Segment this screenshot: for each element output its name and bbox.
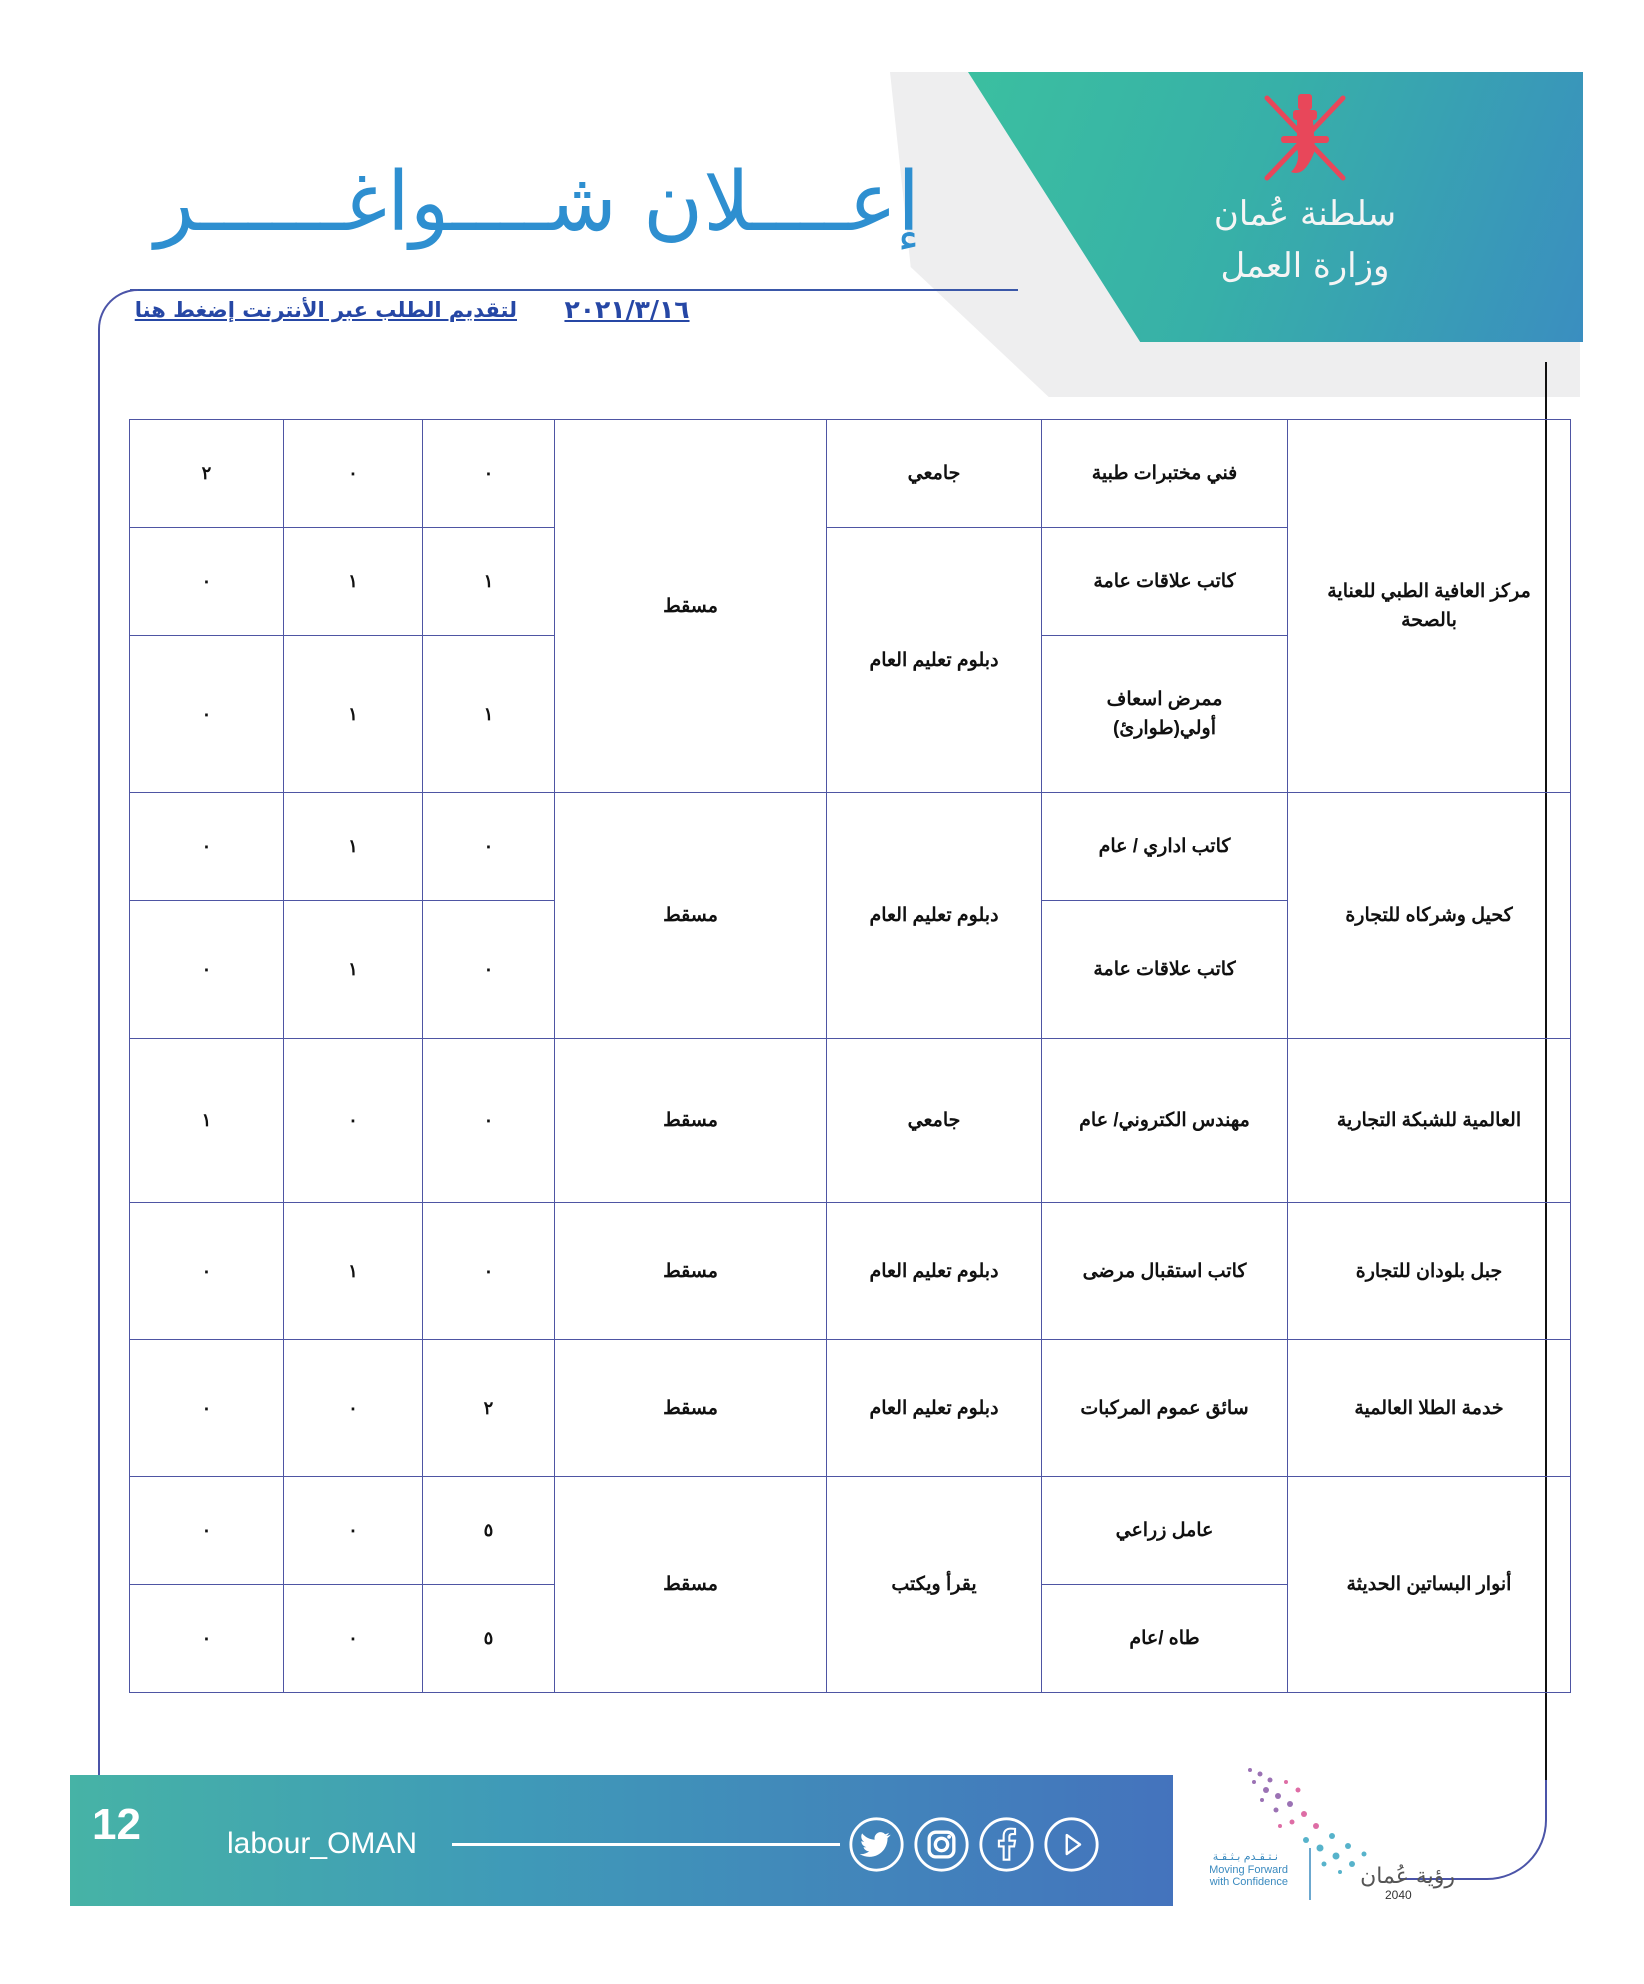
ministry-name-line2: وزارة العمل (1220, 246, 1390, 286)
count-cell: ٠ (423, 1039, 555, 1203)
table-row (130, 793, 1571, 901)
page-title: إعــــلان شــــواغــــــر (154, 155, 920, 250)
facebook-icon[interactable] (978, 1816, 1035, 1873)
table-row (130, 420, 1571, 528)
count-cell: ٥ (423, 1585, 555, 1693)
instagram-icon[interactable] (913, 1816, 970, 1873)
count-cell: ٠ (130, 1203, 284, 1340)
table-row (130, 1340, 1571, 1477)
company-cell: جبل بلودان للتجارة (1288, 1203, 1571, 1340)
count-cell: ٠ (284, 420, 423, 528)
vacancy-table (129, 419, 1571, 1693)
count-cell: ٠ (284, 1039, 423, 1203)
table-row (130, 1039, 1571, 1203)
footer-divider (452, 1843, 840, 1846)
count-cell: ١ (423, 636, 555, 793)
company-cell: مركز العافية الطبي للعناية بالصحة (1288, 420, 1571, 793)
location-cell: مسقط (555, 1039, 827, 1203)
company-cell: العالمية للشبكة التجارية (1288, 1039, 1571, 1203)
count-cell: ٥ (423, 1477, 555, 1585)
location-cell: مسقط (555, 420, 827, 793)
count-cell: ١ (284, 528, 423, 636)
job-title-cell: مهندس الكتروني/ عام (1042, 1039, 1288, 1203)
ministry-name-line1: سلطنة عُمان (1213, 194, 1397, 234)
count-cell: ٠ (423, 793, 555, 901)
table-row (130, 1203, 1571, 1340)
qualification-cell: جامعي (827, 420, 1042, 528)
count-cell: ٠ (284, 1340, 423, 1477)
count-cell: ٠ (423, 420, 555, 528)
count-cell: ٢ (423, 1340, 555, 1477)
job-title-cell: كاتب استقبال مرضى (1042, 1203, 1288, 1340)
page-number: 12 (92, 1800, 141, 1849)
qualification-cell: يقرأ ويكتب (827, 1477, 1042, 1693)
count-cell: ٠ (130, 636, 284, 793)
job-title-cell: طاه /عام (1042, 1585, 1288, 1693)
count-cell: ٠ (423, 1203, 555, 1340)
count-cell: ٠ (423, 901, 555, 1039)
count-cell: ٠ (130, 1340, 284, 1477)
vision-brand-name: رؤية عُمان (1360, 1864, 1455, 1889)
count-cell: ١ (284, 636, 423, 793)
job-title-cell: كاتب علاقات عامة (1042, 528, 1288, 636)
job-title-cell: ممرض اسعاف أولي(طوارئ) (1042, 636, 1288, 793)
count-cell: ١ (130, 1039, 284, 1203)
qualification-cell: دبلوم تعليم العام (827, 1340, 1042, 1477)
header-divider (130, 289, 1018, 291)
location-cell: مسقط (555, 793, 827, 1039)
location-cell: مسقط (555, 1203, 827, 1340)
count-cell: ١ (284, 793, 423, 901)
count-cell: ٠ (130, 1585, 284, 1693)
company-cell: أنوار البساتين الحديثة (1288, 1477, 1571, 1693)
vision-tagline-arabic: نـتـقـدم بـثـقـة (1212, 1850, 1278, 1863)
job-title-cell: سائق عموم المركبات (1042, 1340, 1288, 1477)
job-title-cell: كاتب علاقات عامة (1042, 901, 1288, 1039)
ministry-logo (1180, 88, 1430, 318)
social-handle[interactable]: labour_OMAN (227, 1827, 418, 1860)
youtube-icon[interactable] (1043, 1816, 1100, 1873)
location-cell: مسقط (555, 1340, 827, 1477)
table-row (130, 1477, 1571, 1585)
company-cell: خدمة الطلا العالمية (1288, 1340, 1571, 1477)
vision-year: 2040 (1385, 1888, 1412, 1902)
count-cell: ٢ (130, 420, 284, 528)
company-cell: كحيل وشركاه للتجارة (1288, 793, 1571, 1039)
oman-khanjar-emblem-icon (1255, 88, 1355, 188)
job-title-cell: فني مختبرات طبية (1042, 420, 1288, 528)
location-cell: مسقط (555, 1477, 827, 1693)
announcement-date: ٢٠٢١/٣/١٦ (564, 295, 690, 324)
count-cell: ١ (423, 528, 555, 636)
count-cell: ١ (284, 901, 423, 1039)
qualification-cell: دبلوم تعليم العام (827, 1203, 1042, 1340)
count-cell: ١ (284, 1203, 423, 1340)
count-cell: ٠ (130, 528, 284, 636)
twitter-icon[interactable] (848, 1816, 905, 1873)
count-cell: ٠ (130, 793, 284, 901)
count-cell: ٠ (284, 1477, 423, 1585)
qualification-cell: دبلوم تعليم العام (827, 528, 1042, 793)
qualification-cell: جامعي (827, 1039, 1042, 1203)
count-cell: ٠ (284, 1585, 423, 1693)
job-title-cell: كاتب اداري / عام (1042, 793, 1288, 901)
count-cell: ٠ (130, 1477, 284, 1585)
online-apply-link[interactable]: لتقديم الطلب عبر الأنترنت إضغط هنا (134, 298, 517, 322)
qualification-cell: دبلوم تعليم العام (827, 793, 1042, 1039)
count-cell: ٠ (130, 901, 284, 1039)
vision-tagline-english: Moving Forward with Confidence (1209, 1864, 1288, 1888)
job-title-cell: عامل زراعي (1042, 1477, 1288, 1585)
